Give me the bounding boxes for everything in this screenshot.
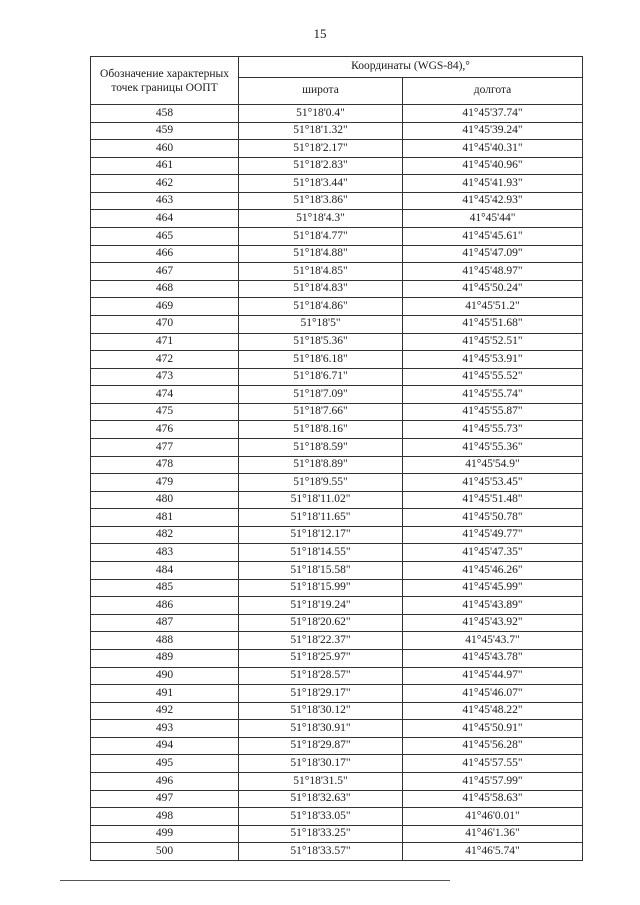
latitude-cell: 51°18'6.18" [239,351,403,369]
table-row [91,421,583,439]
point-id-cell: 480 [91,491,239,509]
table-row [91,403,583,421]
header-coordinates: Координаты (WGS-84),° [239,57,583,78]
table-row [91,192,583,210]
latitude-cell: 51°18'4.3" [239,210,403,228]
longitude-cell: 41°45'53.45" [403,474,583,492]
table-row [91,808,583,826]
table-row [91,737,583,755]
table-row [91,632,583,650]
latitude-cell: 51°18'30.12" [239,702,403,720]
table-row [91,122,583,140]
table-row [91,685,583,703]
longitude-cell: 41°45'40.96" [403,157,583,175]
longitude-cell: 41°46'0.01" [403,808,583,826]
point-id-cell: 475 [91,403,239,421]
longitude-cell: 41°45'42.93" [403,192,583,210]
point-id-cell: 495 [91,755,239,773]
latitude-cell: 51°18'29.17" [239,685,403,703]
longitude-cell: 41°45'45.99" [403,579,583,597]
point-id-cell: 462 [91,175,239,193]
latitude-cell: 51°18'4.88" [239,245,403,263]
latitude-cell: 51°18'20.62" [239,614,403,632]
longitude-cell: 41°45'56.28" [403,737,583,755]
longitude-cell: 41°45'48.97" [403,263,583,281]
longitude-cell: 41°45'47.09" [403,245,583,263]
point-id-cell: 487 [91,614,239,632]
point-id-cell: 491 [91,685,239,703]
point-id-cell: 481 [91,509,239,527]
longitude-cell: 41°45'57.55" [403,755,583,773]
latitude-cell: 51°18'11.02" [239,491,403,509]
point-id-cell: 466 [91,245,239,263]
latitude-cell: 51°18'1.32" [239,122,403,140]
latitude-cell: 51°18'14.55" [239,544,403,562]
table-row [91,280,583,298]
point-id-cell: 483 [91,544,239,562]
longitude-cell: 41°45'53.91" [403,351,583,369]
latitude-cell: 51°18'6.71" [239,368,403,386]
longitude-cell: 41°45'37.74" [403,105,583,123]
point-id-cell: 496 [91,772,239,790]
table-row [91,579,583,597]
table-body [91,105,583,861]
point-id-cell: 460 [91,140,239,158]
table-row [91,105,583,123]
point-id-cell: 498 [91,808,239,826]
latitude-cell: 51°18'5" [239,315,403,333]
latitude-cell: 51°18'8.59" [239,438,403,456]
latitude-cell: 51°18'7.66" [239,403,403,421]
table-row [91,544,583,562]
latitude-cell: 51°18'25.97" [239,649,403,667]
longitude-cell: 41°45'46.26" [403,562,583,580]
table-row [91,843,583,861]
longitude-cell: 41°45'55.73" [403,421,583,439]
latitude-cell: 51°18'22.37" [239,632,403,650]
latitude-cell: 51°18'15.99" [239,579,403,597]
point-id-cell: 477 [91,438,239,456]
point-id-cell: 494 [91,737,239,755]
latitude-cell: 51°18'32.63" [239,790,403,808]
table-row [91,702,583,720]
point-id-cell: 476 [91,421,239,439]
longitude-cell: 41°45'55.52" [403,368,583,386]
table-row [91,263,583,281]
longitude-cell: 41°45'43.78" [403,649,583,667]
point-id-cell: 471 [91,333,239,351]
latitude-cell: 51°18'33.05" [239,808,403,826]
table-row [91,526,583,544]
header-longitude: долгота [403,78,583,105]
table-row [91,298,583,316]
point-id-cell: 478 [91,456,239,474]
latitude-cell: 51°18'9.55" [239,474,403,492]
longitude-cell: 41°45'46.07" [403,685,583,703]
table-row [91,228,583,246]
point-id-cell: 465 [91,228,239,246]
longitude-cell: 41°45'43.89" [403,597,583,615]
latitude-cell: 51°18'3.44" [239,175,403,193]
table-row [91,755,583,773]
longitude-cell: 41°45'55.36" [403,438,583,456]
longitude-cell: 41°45'50.78" [403,509,583,527]
table-row [91,245,583,263]
longitude-cell: 41°45'50.91" [403,720,583,738]
table-row [91,157,583,175]
latitude-cell: 51°18'4.77" [239,228,403,246]
longitude-cell: 41°46'1.36" [403,825,583,843]
longitude-cell: 41°45'40.31" [403,140,583,158]
point-id-cell: 493 [91,720,239,738]
table-row [91,562,583,580]
longitude-cell: 41°45'39.24" [403,122,583,140]
latitude-cell: 51°18'33.25" [239,825,403,843]
table-row [91,368,583,386]
point-id-cell: 463 [91,192,239,210]
point-id-cell: 490 [91,667,239,685]
longitude-cell: 41°45'51.68" [403,315,583,333]
table-row [91,772,583,790]
latitude-cell: 51°18'12.17" [239,526,403,544]
point-id-cell: 467 [91,263,239,281]
latitude-cell: 51°18'31.5" [239,772,403,790]
coordinates-table [90,56,583,861]
longitude-cell: 41°45'44.97" [403,667,583,685]
longitude-cell: 41°45'57.99" [403,772,583,790]
latitude-cell: 51°18'8.89" [239,456,403,474]
point-id-cell: 484 [91,562,239,580]
latitude-cell: 51°18'2.83" [239,157,403,175]
longitude-cell: 41°45'54.9" [403,456,583,474]
latitude-cell: 51°18'4.86" [239,298,403,316]
point-id-cell: 469 [91,298,239,316]
longitude-cell: 41°45'55.87" [403,403,583,421]
longitude-cell: 41°45'44" [403,210,583,228]
point-id-cell: 459 [91,122,239,140]
longitude-cell: 41°45'55.74" [403,386,583,404]
latitude-cell: 51°18'29.87" [239,737,403,755]
point-id-cell: 464 [91,210,239,228]
longitude-cell: 41°45'43.7" [403,632,583,650]
table-row [91,438,583,456]
table-row [91,456,583,474]
table-row [91,790,583,808]
table-row [91,597,583,615]
header-latitude: широта [239,78,403,105]
point-id-cell: 479 [91,474,239,492]
table-row [91,140,583,158]
header-point-designation: Обозначение характерных точек границы ООПТ [91,57,239,105]
latitude-cell: 51°18'30.91" [239,720,403,738]
latitude-cell: 51°18'0.4" [239,105,403,123]
table-row [91,333,583,351]
table-row [91,667,583,685]
latitude-cell: 51°18'15.58" [239,562,403,580]
point-id-cell: 474 [91,386,239,404]
point-id-cell: 489 [91,649,239,667]
page-number: 15 [313,26,327,41]
latitude-cell: 51°18'8.16" [239,421,403,439]
latitude-cell: 51°18'3.86" [239,192,403,210]
table-row [91,315,583,333]
point-id-cell: 486 [91,597,239,615]
latitude-cell: 51°18'19.24" [239,597,403,615]
latitude-cell: 51°18'30.17" [239,755,403,773]
table-row [91,614,583,632]
longitude-cell: 41°46'5.74" [403,843,583,861]
longitude-cell: 41°45'49.77" [403,526,583,544]
point-id-cell: 485 [91,579,239,597]
point-id-cell: 473 [91,368,239,386]
point-id-cell: 482 [91,526,239,544]
longitude-cell: 41°45'58.63" [403,790,583,808]
longitude-cell: 41°45'51.48" [403,491,583,509]
table-row [91,825,583,843]
latitude-cell: 51°18'7.09" [239,386,403,404]
latitude-cell: 51°18'4.83" [239,280,403,298]
point-id-cell: 492 [91,702,239,720]
table-row [91,720,583,738]
footer-divider [60,880,450,881]
point-id-cell: 472 [91,351,239,369]
point-id-cell: 458 [91,105,239,123]
latitude-cell: 51°18'33.57" [239,843,403,861]
table-row [91,210,583,228]
longitude-cell: 41°45'47.35" [403,544,583,562]
latitude-cell: 51°18'28.57" [239,667,403,685]
longitude-cell: 41°45'51.2" [403,298,583,316]
latitude-cell: 51°18'5.36" [239,333,403,351]
point-id-cell: 470 [91,315,239,333]
latitude-cell: 51°18'2.17" [239,140,403,158]
table-row [91,649,583,667]
longitude-cell: 41°45'41.93" [403,175,583,193]
longitude-cell: 41°45'52.51" [403,333,583,351]
table-row [91,491,583,509]
point-id-cell: 499 [91,825,239,843]
table-row [91,386,583,404]
table-row [91,474,583,492]
latitude-cell: 51°18'4.85" [239,263,403,281]
point-id-cell: 461 [91,157,239,175]
table-row [91,175,583,193]
table-row [91,351,583,369]
latitude-cell: 51°18'11.65" [239,509,403,527]
longitude-cell: 41°45'50.24" [403,280,583,298]
point-id-cell: 468 [91,280,239,298]
point-id-cell: 488 [91,632,239,650]
longitude-cell: 41°45'43.92" [403,614,583,632]
table-row [91,509,583,527]
point-id-cell: 497 [91,790,239,808]
longitude-cell: 41°45'45.61" [403,228,583,246]
point-id-cell: 500 [91,843,239,861]
longitude-cell: 41°45'48.22" [403,702,583,720]
